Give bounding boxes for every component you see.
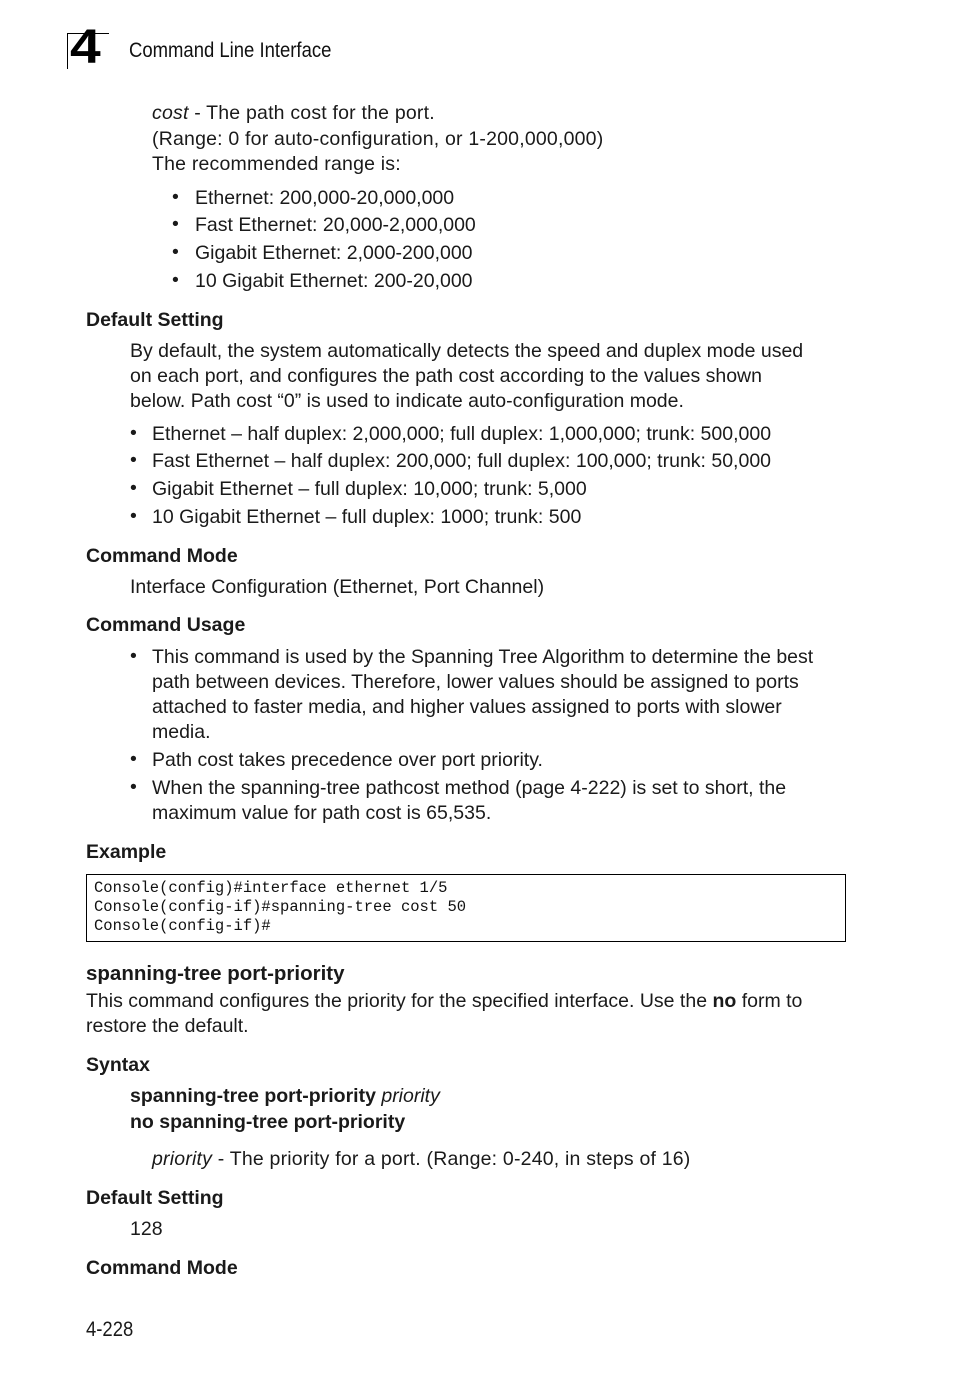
- usage-text-line: This command is used by the Spanning Tree Algorithm to determine the best: [152, 646, 814, 668]
- default-cost-item: 10 Gigabit Ethernet – full duplex: 1000; trunk: 500: [152, 506, 582, 528]
- bullet-marker: •: [130, 776, 137, 798]
- usage-text-line: path between devices. Therefore, lower values should be assigned to ports: [152, 671, 799, 693]
- cost-param-range: (Range: 0 for auto-configuration, or 1-200,000,000): [152, 128, 604, 150]
- description-text: form to: [736, 990, 803, 1012]
- bullet-marker: •: [130, 645, 137, 667]
- syntax-argument: priority: [381, 1085, 440, 1107]
- bullet-marker: •: [172, 241, 179, 263]
- bullet-marker: •: [130, 748, 137, 770]
- code-line: Console(config-if)#spanning-tree cost 50: [94, 898, 467, 916]
- command-mode-text: Interface Configuration (Ethernet, Port Channel): [130, 576, 545, 598]
- cost-param-line: [152, 101, 435, 127]
- usage-text-line: When the spanning-tree pathcost method (page 4-222) is set to short, the: [152, 777, 787, 799]
- no-keyword: no: [712, 990, 737, 1012]
- section-description-line: [86, 989, 802, 1014]
- command-mode-heading: Command Mode: [86, 1257, 238, 1279]
- chapter-number: 4: [70, 21, 99, 74]
- priority-param-description: - The priority for a port. (Range: 0-240, in steps of 16): [212, 1148, 691, 1170]
- description-text: This command configures the priority for the specified interface. Use the: [86, 990, 713, 1012]
- default-setting-heading: Default Setting: [86, 309, 224, 331]
- default-setting-text-line: below. Path cost “0” is used to indicate auto-configuration mode.: [130, 390, 684, 412]
- recommended-range-item: Gigabit Ethernet: 2,000-200,000: [195, 242, 473, 264]
- usage-text-line: maximum value for path cost is 65,535.: [152, 802, 492, 824]
- bullet-marker: •: [130, 505, 137, 527]
- cost-param-name: cost: [152, 102, 189, 124]
- running-title: Command Line Interface: [129, 39, 332, 62]
- bullet-marker: •: [130, 422, 137, 444]
- command-mode-heading: Command Mode: [86, 545, 238, 567]
- cost-param-description: - The path cost for the port.: [188, 102, 435, 124]
- recommended-range-item: Fast Ethernet: 20,000-2,000,000: [195, 214, 476, 236]
- usage-text-line: media.: [152, 721, 211, 743]
- default-cost-item: Fast Ethernet – half duplex: 200,000; full duplex: 100,000; trunk: 50,000: [152, 450, 772, 472]
- section-title: spanning-tree port-priority: [86, 962, 345, 985]
- code-example-box: [86, 874, 846, 942]
- usage-text-line: Path cost takes precedence over port priority.: [152, 749, 543, 771]
- default-setting-heading: Default Setting: [86, 1187, 224, 1209]
- recommended-range-item: 10 Gigabit Ethernet: 200-20,000: [195, 270, 473, 292]
- cost-param-recommended: The recommended range is:: [152, 153, 401, 175]
- command-usage-heading: Command Usage: [86, 614, 246, 636]
- bullet-marker: •: [130, 477, 137, 499]
- recommended-range-item: Ethernet: 200,000-20,000,000: [195, 187, 455, 209]
- default-cost-item: Gigabit Ethernet – full duplex: 10,000; trunk: 5,000: [152, 478, 587, 500]
- page-number: 4-228: [86, 1318, 134, 1341]
- bullet-marker: •: [172, 213, 179, 235]
- default-setting-text-line: on each port, and configures the path cost according to the values shown: [130, 365, 762, 387]
- code-line: Console(config)#interface ethernet 1/5: [94, 879, 448, 897]
- bullet-marker: •: [172, 186, 179, 208]
- syntax-no-form: no spanning-tree port-priority: [130, 1111, 406, 1133]
- code-line: Console(config-if)#: [94, 917, 271, 935]
- usage-text-line: attached to faster media, and higher values assigned to ports with slower: [152, 696, 782, 718]
- priority-param-line: [152, 1147, 691, 1173]
- bullet-marker: •: [130, 449, 137, 471]
- default-value: 128: [130, 1218, 163, 1240]
- syntax-line: [130, 1084, 440, 1109]
- section-description-line: restore the default.: [86, 1015, 249, 1037]
- priority-param-name: priority: [152, 1148, 213, 1170]
- bullet-marker: •: [172, 269, 179, 291]
- example-heading: Example: [86, 841, 167, 863]
- syntax-command: spanning-tree port-priority: [130, 1085, 376, 1107]
- syntax-heading: Syntax: [86, 1054, 150, 1076]
- default-cost-item: Ethernet – half duplex: 2,000,000; full duplex: 1,000,000; trunk: 500,000: [152, 423, 772, 445]
- default-setting-text-line: By default, the system automatically detects the speed and duplex mode used: [130, 340, 804, 362]
